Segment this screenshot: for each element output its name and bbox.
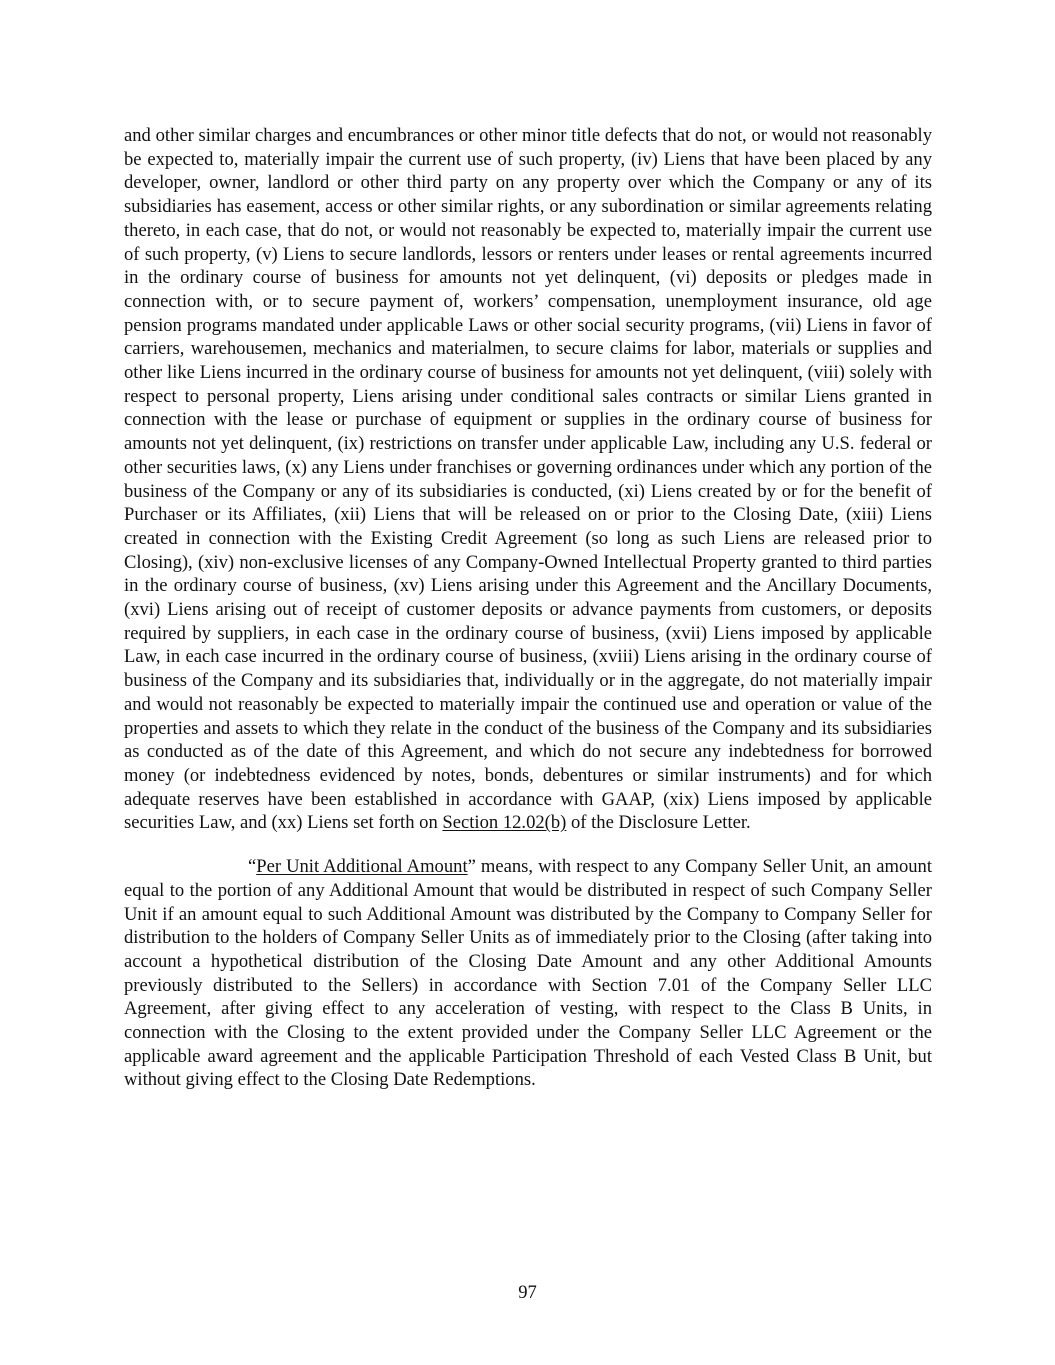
liens-text: and other similar charges and encumbrances or other minor title defects that do not, or would not reasonably be expected to, materially impair the current use of such property, (iv) Liens that have been placed by any developer, owner, landlord or other third party on any property over which the Company or any of its subsidiaries has easement, access or other similar rights, or any subordination or similar agreements relating thereto, in each case, that do not, or would not reasonably be expected to, materially impair the current use of such property, (v) Liens to secure landlords, lessors or renters under leases or rental agreements incurred in the ordinary course of business for amounts not yet delinquent, (vi) deposits or pledges made in connection with, or to secure payment of, workers’ compensation, unemployment insurance, old age pension programs mandated under applicable Laws or other social security programs, (vii) Liens in favor of carriers, warehousemen, mechanics and materialmen, to secure claims for labor, materials or supplies and other like Liens incurred in the ordinary course of business for amounts not yet delinquent, (viii) solely with respect to personal property, Liens arising under conditional sales contracts or similar Liens granted in connection with the lease or purchase of equipment or supplies in the ordinary course of business for amounts not yet delinquent, (ix) restrictions on transfer under applicable Law, including any U.S. federal or other securities laws, (x) any Liens under franchises or governing ordinances under which any portion of the business of the Company or any of its subsidiaries is conducted, (xi) Liens created by or for the benefit of Purchaser or its Affiliates, (xii) Liens that will be released on or prior to the Closing Date, (xiii) Liens created in connection with the Existing Credit Agreement (so long as such Liens are released prior to Closing), (xiv) non-exclusive licenses of any Company-Owned Intellectual Property granted to third parties in the ordinary course of business, (xv) Liens arising under this Agreement and the Ancillary Documents, (xvi) Liens arising out of receipt of customer deposits or advance payments from customers, or deposits required by suppliers, in each case in the ordinary course of business, (xvii) Liens imposed by applicable Law, in each case incurred in the ordinary course of business, (xviii) Liens arising in the ordinary course of business of the Company and its subsidiaries that, individually or in the aggregate, do not materially impair and would not reasonably be expected to materially impair the continued use and operation or value of the properties and assets to which they relate in the conduct of the business of the Company and its subsidiaries as conducted as of the date of this Agreement, and which do not secure any indebtedness for borrowed money (or indebtedness evidenced by notes, bonds, debentures or similar instruments) and for which adequate reserves have been established in accordance with GAAP, (xix) Liens imposed by applicable securities Law, and (xx) Liens set forth on — [124, 125, 932, 834]
liens-definition-paragraph — [124, 124, 932, 835]
open-quote: “ — [248, 856, 257, 878]
page-number: 97 — [518, 1282, 537, 1303]
defined-term: Per Unit Additional Amount — [256, 856, 468, 878]
per-unit-additional-amount-paragraph — [124, 855, 932, 1092]
section-reference-link: Section 12.02(b) — [442, 812, 567, 834]
definition-text: ” means, with respect to any Company Seller Unit, an amount equal to the portion of any Additional Amount that would be distributed in respect of such Company Seller Unit if an amount equal to such Additional Amount was distributed by the Company to Company Seller for distribution to the holders of Company Seller Units as of immediately prior to the Closing (after taking into account a hypothetical distribution of the Closing Date Amount and any other Additional Amounts previously distributed to the Sellers) in accordance with Section 7.01 of the Company Seller LLC Agreement, after giving effect to any acceleration of vesting, with respect to the Class B Units, in connection with the Closing to the extent provided under the Company Seller LLC Agreement or the applicable award agreement and the applicable Participation Threshold of each Vested Class B Unit, but without giving effect to the Closing Date Redemptions. — [124, 856, 933, 1091]
liens-text-end: of the Disclosure Letter. — [566, 812, 751, 834]
document-page — [124, 124, 932, 1092]
